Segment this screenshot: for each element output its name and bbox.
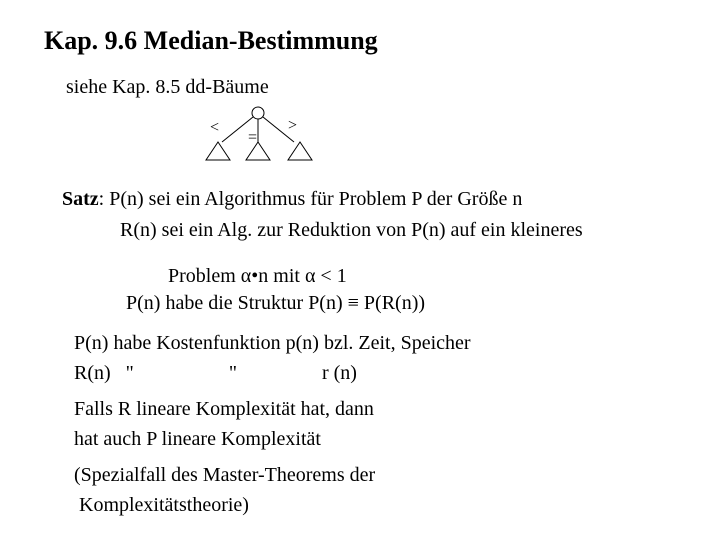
satz-line-1: [62, 188, 522, 211]
text-line-2: R(n) " " r (n): [74, 362, 357, 384]
text-line-5: (Spezialfall des Master-Theorems der: [74, 464, 376, 486]
satz-text-1: : P(n) sei ein Algorithmus für Problem P der Größe n: [98, 188, 523, 210]
problem-text: Problem: [168, 265, 241, 287]
greater-label: >: [288, 117, 298, 134]
equal-label: =: [248, 129, 258, 146]
left-subtree: [206, 142, 230, 160]
slide-title: Kap. 9.6 Median-Bestimmung: [44, 26, 378, 55]
dd-tree-diagram: [196, 104, 316, 164]
satz-line-4: P(n) habe die Struktur P(n) ≡ P(R(n)): [126, 292, 426, 314]
text-line-4: hat auch P lineare Komplexität: [74, 428, 321, 450]
root-node: [252, 107, 264, 119]
alpha-symbol-2: α: [304, 265, 316, 287]
text-line-3: Falls R lineare Komplexität hat, dann: [74, 398, 374, 420]
satz-label: Satz: [62, 188, 99, 210]
text-line-1: P(n) habe Kostenfunktion p(n) bzl. Zeit, Speicher: [74, 332, 471, 354]
less-label: <: [210, 119, 220, 136]
n-mit-text: •n mit: [251, 265, 305, 287]
alpha-symbol: α: [240, 265, 252, 287]
right-subtree: [288, 142, 312, 160]
text-line-6: Komplexitätstheorie): [74, 494, 249, 516]
less-than-one: < 1: [315, 265, 347, 287]
satz-line-3: [168, 265, 347, 288]
satz-line-2: R(n) sei ein Alg. zur Reduktion von P(n) auf ein kleineres: [120, 219, 583, 241]
subtitle: siehe Kap. 8.5 dd-Bäume: [66, 76, 269, 98]
